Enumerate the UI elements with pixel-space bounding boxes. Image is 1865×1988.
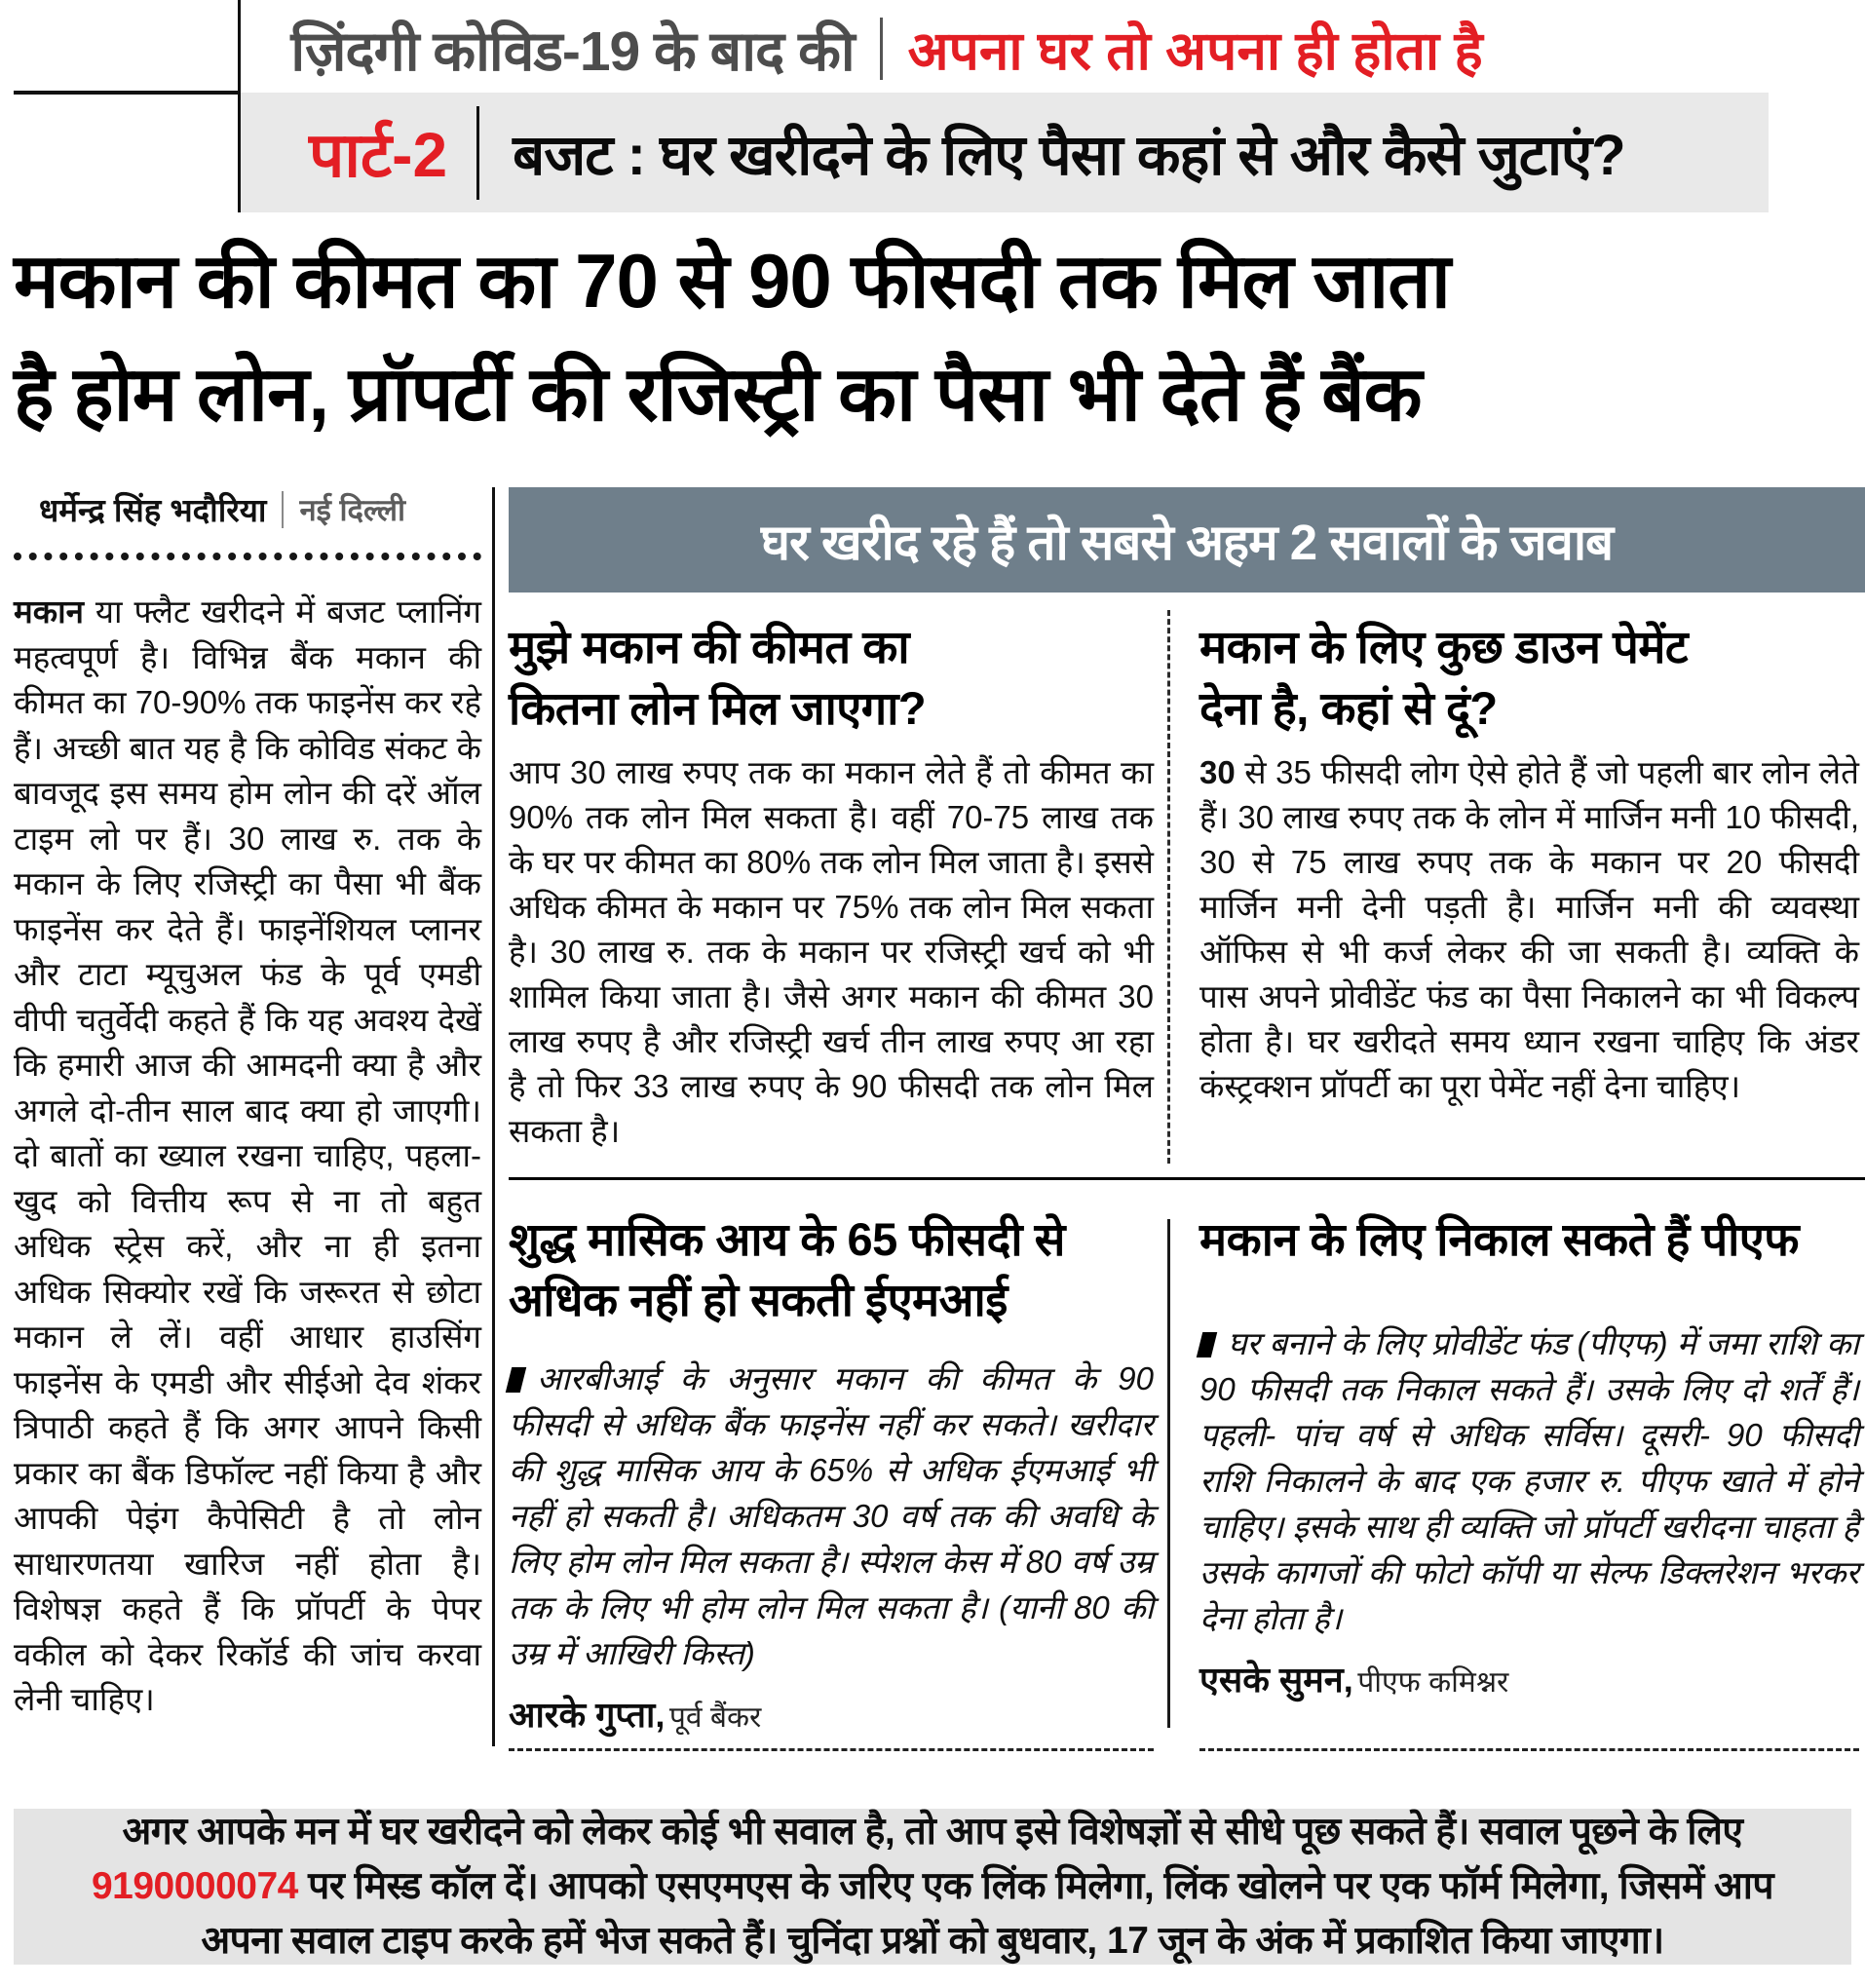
- qa-question-1-line1: मुझे मकान की कीमत का: [509, 621, 910, 672]
- headline-line-2: है होम लोन, प्रॉपर्टी की रजिस्ट्री का पैसा भी देते हैं बैंक: [14, 351, 1422, 437]
- expert-box-emi: [509, 1180, 1167, 1786]
- expert-heading-2: मकान के लिए निकाल सकते हैं पीएफ: [1199, 1213, 1800, 1265]
- series-tagline: अपना घर तो अपना ही होता है: [907, 19, 1483, 81]
- byline-author: धर्मेन्द्र सिंह भदौरिया: [39, 492, 267, 528]
- main-headline: [14, 224, 1851, 450]
- expert-body-1-text: आरबीआई के अनुसार मकान की कीमत के 90 फीसदी से अधिक बैंक फाइनेंस नहीं कर सकते। खरीदार की शुद्ध मासिक आय के 65% से अधिक ईएमआई भी नहीं हो सकती है। अधिकतम 30 वर्ष तक की अवधि के लिए होम लोन मिल सकता है। स्पेशल केस में 80 वर्ष उम्र तक के लिए भी होम लोन मिल सकता है। (यानी 80 की उम्र में आखिरी किस्त): [509, 1360, 1154, 1671]
- byline-location: नई दिल्ली: [299, 492, 406, 527]
- qa-question-1: [509, 616, 1154, 739]
- column-divider-rule: [492, 487, 495, 1746]
- expert-box-pf: [1170, 1180, 1865, 1786]
- series-divider: [880, 18, 883, 80]
- footer-text-before-phone: अगर आपके मन में घर खरीदने को लेकर कोई भी सवाल है, तो आप इसे विशेषज्ञों से सीधे पूछ सकते हैं। सवाल पूछने के लिए: [122, 1811, 1743, 1853]
- expert-dashed-rule-1: [509, 1748, 1154, 1751]
- part-kicker-bar: [241, 93, 1769, 212]
- flag-bullet-icon: [1197, 1332, 1217, 1357]
- footer-phone-number: 9190000074: [91, 1865, 298, 1907]
- expert-attribution-1-role: पूर्व बैंकर: [668, 1701, 762, 1734]
- qa-question-1-line2: कितना लोन मिल जाएगा?: [509, 682, 927, 734]
- series-title: ज़िंदगी कोविड-19 के बाद की: [290, 20, 855, 83]
- byline-dotted-rule: [14, 553, 481, 560]
- kicker-left-rule: [14, 91, 240, 95]
- expert-heading-1: [509, 1209, 1154, 1330]
- part-divider: [476, 106, 479, 200]
- expert-body-2-text: घर बनाने के लिए प्रोवीडेंट फंड (पीएफ) में जमा राशि का 90 फीसदी तक निकाल सकते हैं। उसके लिए दो शर्तें हैं। पहली- पांच वर्ष से अधिक सर्विस। दूसरी- 90 फीसदी राशि निकालने के बाद एक हजार रु. पीएफ खाते में होने चाहिए। इसके साथ ही व्यक्ति जो प्रॉपर्टी खरीदना चाहता है उसके कागजों की फोटो कॉपी या सेल्फ डिक्लरेशन भरकर देना होता है।: [1199, 1325, 1859, 1636]
- expert-heading-1-line2: अधिक नहीं हो सकती ईएमआई: [509, 1274, 1008, 1325]
- qa-row: [509, 593, 1865, 1177]
- part-label: पार्ट-2: [309, 120, 448, 190]
- byline: [14, 487, 481, 531]
- lead-article-column: [14, 487, 481, 1755]
- qa-question-2-line2: देना है, कहां से दूं?: [1199, 682, 1498, 734]
- qa-question-2: [1199, 616, 1859, 739]
- expert-attribution-2-role: पीएफ कमिश्नर: [1357, 1666, 1509, 1699]
- expert-body-1: [509, 1356, 1154, 1676]
- qa-answer-1: आप 30 लाख रुपए तक का मकान लेते हैं तो कीमत का 90% तक लोन मिल सकता है। वहीं 70-75 लाख तक के घर पर कीमत का 80% तक लोन मिल जाता है। इससे अधिक कीमत के मकान पर 75% तक लोन मिल सकता है। 30 लाख रु. तक के मकान पर रजिस्ट्री खर्च को भी शामिल किया जाता है। जैसे अगर मकान की कीमत 30 लाख रुपए है और रजिस्ट्री खर्च तीन लाख रुपए आ रहा है तो फिर 33 लाख रुपए के 90 फीसदी तक लोन मिल सकता है।: [509, 754, 1154, 1149]
- qa-answer-2: [1199, 750, 1859, 1109]
- qa-answer-2-body: से 35 फीसदी लोग ऐसे होते हैं जो पहली बार लोन लेते हैं। 30 लाख रुपए तक के लोन में मार्जिन मनी 10 फीसदी, 30 से 75 लाख रुपए तक के मकान पर 20 फीसदी मार्जिन मनी देनी पड़ती है। मार्जिन मनी की व्यवस्था ऑफिस से भी कर्ज लेकर की जा सकती है। व्यक्ति के पास अपने प्रोवीडेंट फंड का पैसा निकालने का भी विकल्प होता है। घर खरीदते समय ध्यान रखना चाहिए कि अंडर कंस्ट्रक्शन प्रॉपर्टी का पूरा पेमेंट नहीं देना चाहिए।: [1199, 754, 1859, 1104]
- footer-text-after-phone: पर मिस्ड कॉल दें। आपको एसएमएस के जरिए एक लिंक मिलेगा, लिंक खोलने पर एक फॉर्म मिलेगा, जिसमें आप अपना सवाल टाइप करके हमें भेज सकते हैं। चुनिंदा प्रश्नों को बुधवार, 17 जून के अंक में प्रकाशित किया जाएगा।: [201, 1865, 1774, 1962]
- lead-article-leadword: मकान: [14, 593, 84, 630]
- expert-body-2: [1199, 1320, 1859, 1641]
- qa-section: [509, 487, 1865, 1786]
- expert-attribution-1-name: आरके गुप्ता,: [509, 1695, 666, 1735]
- lead-article-body: या फ्लैट खरीदने में बजट प्लानिंग महत्वपूर्ण है। विभिन्न बैंक मकान की कीमत का 70-90% तक फाइनेंस कर रहे हैं। अच्छी बात यह है कि कोविड संकट के बावजूद इस समय होम लोन की दरें ऑल टाइम लो पर हैं। 30 लाख रु. तक के मकान के लिए रजिस्ट्री का पैसा भी बैंक फाइनेंस कर देते हैं। फाइनेंशियल प्लानर और टाटा म्यूचुअल फंड के पूर्व एमडी वीपी चतुर्वेदी कहते हैं कि यह अवश्य देखें कि हमारी आज की आमदनी क्या है और अगले दो-तीन साल बाद क्या हो जाएगी। दो बातों का ख्याल रखना चाहिए, पहला- खुद को वित्तीय रूप से ना तो बहुत अधिक स्ट्रेस करें, और ना ही इतना अधिक सिक्योर रखें कि जरूरत से छोटा मकान ले लें। वहीं आधार हाउसिंग फाइनेंस के एमडी और सीईओ देव शंकर त्रिपाठी कहते हैं कि अगर आपने किसी प्रकार का बैंक डिफॉल्ट नहीं किया है और आपकी पेइंग कैपेसिटी है तो लोन साधारणतया खारिज नहीं होता है। विशेषज्ञ कहते हैं कि प्रॉपर्टी के पेपर वकील को देकर रिकॉर्ड की जांच करवा लेनी चाहिए।: [14, 593, 481, 1717]
- expert-attribution-1: [509, 1690, 1154, 1738]
- series-kicker: [239, 6, 1535, 92]
- footer-callout-box: [14, 1809, 1851, 1965]
- headline-line-1: मकान की कीमत का 70 से 90 फीसदी तक मिल जाता: [14, 238, 1450, 324]
- footer-text: [68, 1805, 1797, 1969]
- expert-attribution-2-name: एसके सुमन,: [1199, 1660, 1353, 1700]
- expert-dashed-rule-2: [1199, 1748, 1859, 1751]
- lead-article-text: [14, 590, 481, 1723]
- expert-heading-1-line1: शुद्ध मासिक आय के 65 फीसदी से: [509, 1213, 1065, 1265]
- part-title: बजट : घर खरीदने के लिए पैसा कहां से और कैसे जुटाएं?: [513, 124, 1625, 187]
- byline-divider: [282, 491, 284, 528]
- qa-answer-2-lead: 30: [1199, 754, 1236, 790]
- qa-item-down-payment: [1170, 593, 1865, 1177]
- qa-item-loan-amount: [509, 593, 1167, 1177]
- flag-bullet-icon: [506, 1367, 526, 1393]
- expert-attribution-2: [1199, 1655, 1859, 1702]
- qa-banner: घर खरीद रहे हैं तो सबसे अहम 2 सवालों के जवाब: [509, 487, 1865, 593]
- expert-row: [509, 1180, 1865, 1786]
- qa-question-2-line1: मकान के लिए कुछ डाउन पेमेंट: [1199, 621, 1689, 672]
